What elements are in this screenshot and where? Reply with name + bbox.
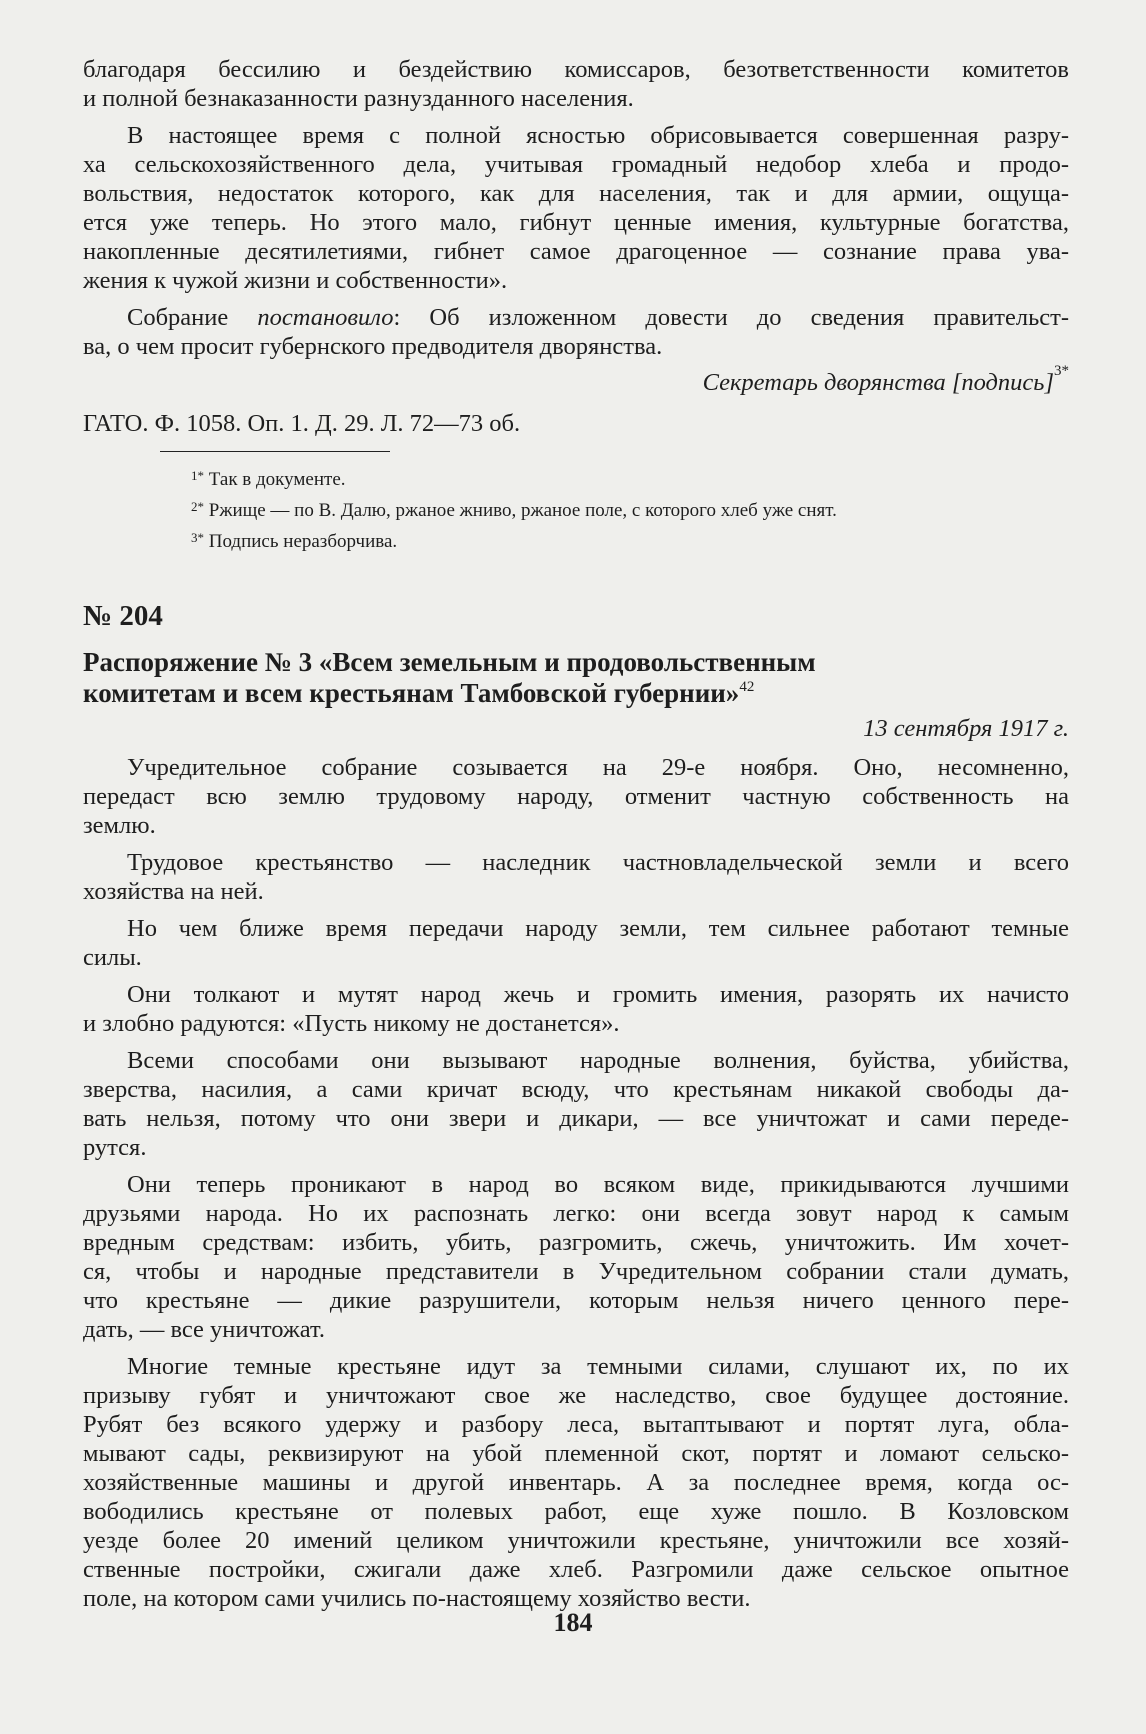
paragraph	[83, 55, 1069, 113]
archive-reference: ГАТО. Ф. 1058. Оп. 1. Д. 29. Л. 72—73 об.	[83, 410, 521, 437]
text-line: Всеми способами они вызывают народные волнения, буйства, убийства,	[127, 1047, 1069, 1074]
document-number: № 204	[83, 600, 163, 632]
paragraph	[83, 753, 1069, 840]
footnote-text: Так в документе.	[208, 469, 346, 490]
document-title	[83, 647, 1069, 709]
text-line: вредным средствам: избить, убить, разгромить, сжечь, уничтожить. Им хочет-	[83, 1229, 1069, 1256]
footnotes	[83, 464, 1069, 557]
text-line: ха сельскохозяйственного дела, учитывая громадный недобор хлеба и продо-	[83, 151, 1069, 178]
footnote-mark: 1*	[191, 468, 204, 483]
document-body	[83, 753, 1069, 1613]
text-line: поле, на котором сами учились по-настоящему хозяйство вести.	[83, 1585, 751, 1612]
paragraph	[83, 848, 1069, 906]
resolution-paragraph	[83, 303, 1069, 361]
text-line: Учредительное собрание созывается на 29-е ноября. Оно, несомненно,	[127, 754, 1069, 781]
text-line: вать нельзя, потому что они звери и дикари, — все уничтожат и сами переде-	[83, 1105, 1069, 1132]
text-line: благодаря бессилию и бездействию комиссаров, безответственности комитетов	[83, 56, 1069, 83]
text: : Об изложенном довести до сведения правительст-	[393, 304, 1069, 331]
footnote-text: Подпись неразборчива.	[208, 531, 398, 552]
footnote	[83, 526, 1069, 557]
text-line: друзьями народа. Но их распознать легко: они всегда зовут народ к самым	[83, 1200, 1069, 1227]
emphasis: постановило	[257, 304, 394, 331]
footnote	[83, 464, 1069, 495]
endnote-mark: 42	[739, 679, 755, 695]
text-line: зверства, насилия, а сами кричат всюду, что крестьянам никакой свободы да-	[83, 1076, 1069, 1103]
text-line: вободились крестьяне от полевых работ, еще хуже пошло. В Козловском	[83, 1498, 1069, 1525]
text: Собрание	[127, 304, 258, 331]
document-204	[83, 600, 1069, 1621]
text-line: ва, о чем просит губернского предводителя дворянства.	[83, 333, 663, 360]
text-line: и полной безнаказанности разнузданного населения.	[83, 85, 634, 112]
text-line: дать, — все уничтожат.	[83, 1316, 326, 1343]
text-line: ется уже теперь. Но этого мало, гибнут ценные имения, культурные богатства,	[83, 209, 1069, 236]
paragraph	[83, 914, 1069, 972]
text-line: хозяйства на ней.	[83, 878, 264, 905]
text-line: и злобно радуются: «Пусть никому не достанется».	[83, 1010, 620, 1037]
paragraph	[83, 1046, 1069, 1162]
continued-text	[83, 55, 1069, 438]
text-line: Они толкают и мутят народ жечь и громить имения, разорять их начисто	[127, 981, 1069, 1008]
signature-text: Секретарь дворянства [подпись]	[702, 369, 1054, 396]
text-line: мывают сады, реквизируют на убой племенной скот, портят и ломают сельско-	[83, 1440, 1069, 1467]
text-line: накопленные десятилетиями, гибнет самое драгоценное — сознание права ува-	[83, 238, 1069, 265]
text-line	[83, 303, 1069, 332]
text-line: землю.	[83, 812, 156, 839]
footnote-mark: 2*	[191, 499, 204, 514]
text-line: жения к чужой жизни и собственности».	[83, 267, 508, 294]
text-line: Трудовое крестьянство — наследник частновладельческой земли и всего	[127, 849, 1069, 876]
text-line: Рубят без всякого удержу и разбору леса, вытаптывают и портят луга, обла-	[83, 1411, 1069, 1438]
text-line: передаст всю землю трудовому народу, отменит частную собственность на	[83, 783, 1069, 810]
text-line: ственные постройки, сжигали даже хлеб. Разгромили даже сельское опытное	[83, 1556, 1069, 1583]
text-line: вольствия, недостаток которого, как для населения, так и для армии, ощуща-	[83, 180, 1069, 207]
text-line: В настоящее время с полной ясностью обрисовывается совершенная разру-	[127, 122, 1069, 149]
text-line: Они теперь проникают в народ во всяком виде, прикидываются лучшими	[127, 1171, 1069, 1198]
text-line: ся, чтобы и народные представители в Учредительном собрании стали думать,	[83, 1258, 1069, 1285]
paragraph	[83, 1170, 1069, 1344]
text-line: Но чем ближе время передачи народу земли, тем сильнее работают темные	[127, 915, 1069, 942]
title-text: комитетам и всем крестьянам Тамбовской губернии»	[83, 678, 740, 708]
text-line: что крестьяне — дикие разрушители, которым нельзя ничего ценного пере-	[83, 1287, 1069, 1314]
paragraph	[83, 121, 1069, 295]
page-number: 184	[553, 1608, 593, 1637]
text-line: хозяйственные машины и другой инвентарь. А за последнее время, когда ос-	[83, 1469, 1069, 1496]
footnote	[83, 495, 1069, 526]
footnote-mark: 3*	[191, 530, 204, 545]
title-line: Распоряжение № 3 «Всем земельным и продовольственным	[83, 647, 816, 677]
paragraph	[83, 1352, 1069, 1613]
text-line: рутся.	[83, 1134, 147, 1161]
text-line: силы.	[83, 944, 142, 971]
text-line: призыву губят и уничтожают свое же наследство, свое будущее достояние.	[83, 1382, 1069, 1409]
text-line: Многие темные крестьяне идут за темными силами, слушают их, по их	[127, 1353, 1069, 1380]
signature	[83, 363, 1069, 397]
title-line	[83, 678, 1069, 709]
footnote-divider	[160, 451, 390, 452]
document-date: 13 сентября 1917 г.	[863, 715, 1069, 742]
footnote-mark: 3*	[1054, 363, 1069, 379]
footnote-text: Ржище — по В. Далю, ржаное жниво, ржаное поле, с которого хлеб уже снят.	[208, 500, 837, 521]
text-line: уезде более 20 имений целиком уничтожили крестьяне, уничтожили все хозяй-	[83, 1527, 1069, 1554]
paragraph	[83, 980, 1069, 1038]
